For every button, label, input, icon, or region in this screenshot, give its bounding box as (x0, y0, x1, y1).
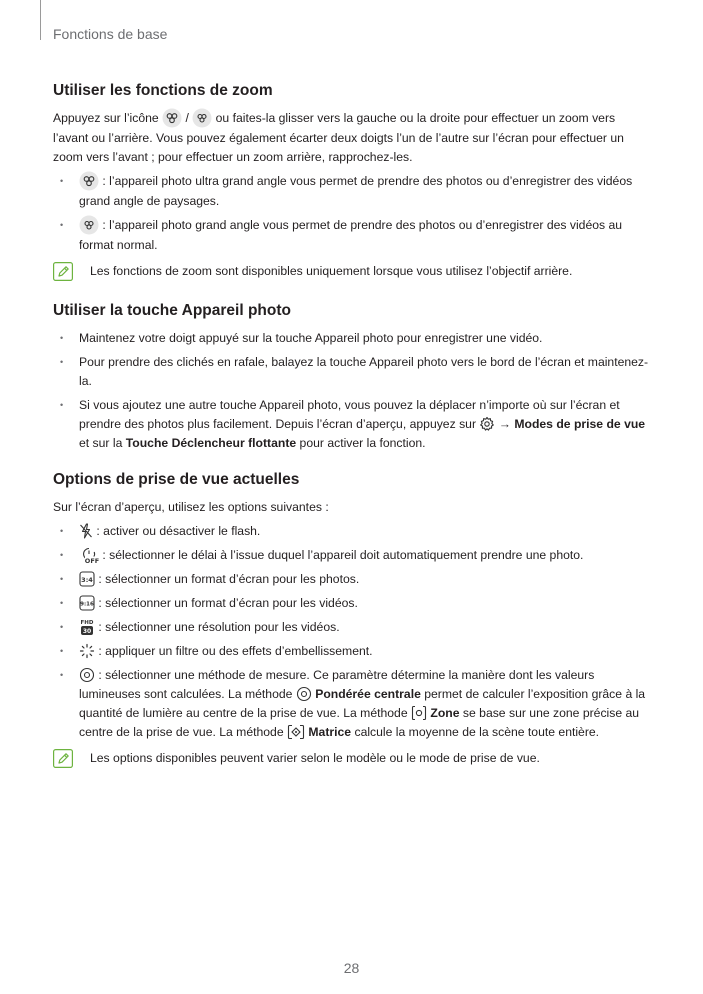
page-content (53, 80, 649, 787)
wide-zoom-icon (192, 108, 212, 128)
page-header-title: Fonctions de base (53, 26, 168, 42)
list-item (53, 642, 649, 661)
matrix-metering-icon (287, 724, 305, 740)
zoom-bullet-text: : l’appareil photo ultra grand angle vous permet de prendre des photos ou d’enregistrer des vidéos grand angle de paysages. (79, 174, 633, 208)
shutter-bullet-text-3: pour activer la fonction. (296, 436, 426, 450)
menu-path-floating-shutter: Touche Déclencheur flottante (125, 436, 297, 450)
header-rule (40, 0, 41, 40)
filter-icon (79, 643, 95, 659)
shutter-bullet-text-1: Si vous ajoutez une autre touche Appareil photo, vous pouvez la déplacer n’importe où sur l’écran et prendre des photos plus facilement. Depuis l’écran d’aperçu, appuyez sur (79, 398, 620, 431)
wide-lens-icon (79, 215, 99, 235)
zoom-bullet-text: : l’appareil photo grand angle vous permet de prendre des photos ou d’enregistrer des vidéos au format normal. (79, 218, 623, 252)
section-options (53, 469, 649, 771)
option-text: : sélectionner un format d’écran pour les photos. (98, 572, 360, 586)
list-item (53, 594, 649, 613)
zoom-intro-text-1: Appuyez sur l’icône (53, 111, 159, 126)
zoom-intro-text-2: ou faites-la glisser vers la gauche ou la droite pour effectuer un zoom vers l’avant ou l’arrière. Vous pouvez également écarter deux doigts l’un de l’autre sur l’écran pour effectuer un zoom vers l’avant ; pour effectuer un zoom arrière, rapprochez-les. (53, 111, 624, 164)
list-item (53, 666, 649, 742)
option-text: : sélectionner une résolution pour les vidéos. (98, 620, 340, 634)
option-text: : activer ou désactiver le flash. (96, 524, 261, 538)
menu-path-shooting-modes: Modes de prise de vue (514, 417, 646, 431)
metering-text-4: calcule la moyenne de la scène toute entière. (351, 725, 600, 739)
ratio-9-16-icon (79, 595, 95, 611)
note-text: Les options disponibles peuvent varier selon le modèle ou le mode de prise de vue. (90, 751, 540, 765)
list-item: • Pour prendre des clichés en rafale, balayez la touche Appareil photo vers le bord de l’écran et maintenez-la. (53, 353, 649, 391)
flash-icon (79, 523, 93, 539)
ratio-9-16-label: • 9:16 (80, 601, 94, 608)
timer-off-label: • OFF (84, 556, 99, 564)
option-text: : sélectionner un format d’écran pour les vidéos. (98, 596, 358, 610)
list-item (53, 522, 649, 541)
fhd-label: • FHD (80, 619, 94, 626)
note-pencil-icon (53, 749, 73, 768)
note-zoom (53, 262, 649, 284)
metering-text-1: : sélectionner une méthode de mesure. Ce paramètre détermine la manière dont les valeurs lumineuses sont calculées. La méthode (79, 668, 595, 701)
list-item: • Maintenez votre doigt appuyé sur la touche Appareil photo pour enregistrer une vidéo. (53, 329, 649, 348)
arrow-text: → (498, 417, 515, 431)
section-shutter (53, 300, 649, 453)
shutter-bullet-list (53, 329, 649, 453)
section-title-options: Options de prise de vue actuelles (53, 471, 300, 488)
options-intro: Sur l’écran d’aperçu, utilisez les options suivantes : (53, 500, 329, 514)
metering-icon (79, 667, 95, 683)
list-item (53, 396, 649, 453)
list-item (53, 546, 649, 565)
list-item (53, 216, 649, 255)
list-item (53, 172, 649, 211)
note-text: Les fonctions de zoom sont disponibles uniquement lorsque vous utilisez l’objectif arrière. (90, 264, 573, 278)
note-pencil-icon (53, 262, 73, 281)
options-bullet-list (53, 522, 649, 742)
zoom-intro (53, 109, 649, 167)
metering-matrix-label: Matrice (308, 725, 352, 739)
spot-metering-icon (411, 705, 427, 721)
metering-center-weighted-label: Pondérée centrale (315, 687, 421, 701)
option-text: : sélectionner le délai à l’issue duquel l’appareil doit automatiquement prendre une photo. (102, 548, 584, 562)
section-title-zoom: Utiliser les fonctions de zoom (53, 82, 273, 99)
page-number: 28 (343, 960, 360, 976)
ultra-wide-zoom-icon (162, 108, 182, 128)
shutter-bullet-text-2: et sur la (79, 436, 126, 450)
metering-spot-label: Zone (430, 706, 460, 720)
section-zoom (53, 80, 649, 284)
zoom-bullet-list (53, 172, 649, 255)
timer-off-icon (79, 546, 99, 564)
ratio-3-4-icon (79, 571, 95, 587)
list-item (53, 570, 649, 589)
note-options (53, 749, 649, 771)
section-title-shutter: Utiliser la touche Appareil photo (53, 302, 291, 319)
resolution-fhd-icon (79, 618, 95, 636)
metering-text-2: permet de calculer l’exposition grâce à la quantité de lumière au centre de la prise de vue. La méthode (79, 687, 646, 720)
list-item (53, 618, 649, 637)
center-weighted-icon (296, 686, 312, 702)
zoom-intro-separator: / (185, 111, 189, 126)
ultra-wide-lens-icon (79, 171, 99, 191)
ratio-3-4-label: • 3:4 (81, 575, 93, 584)
option-text: : appliquer un filtre ou des effets d’embellissement. (98, 644, 373, 658)
settings-gear-icon (479, 416, 495, 432)
metering-text-3: se base sur une zone précise au centre de la prise de vue. La méthode (79, 706, 640, 739)
fps-label: 30 (82, 627, 92, 635)
